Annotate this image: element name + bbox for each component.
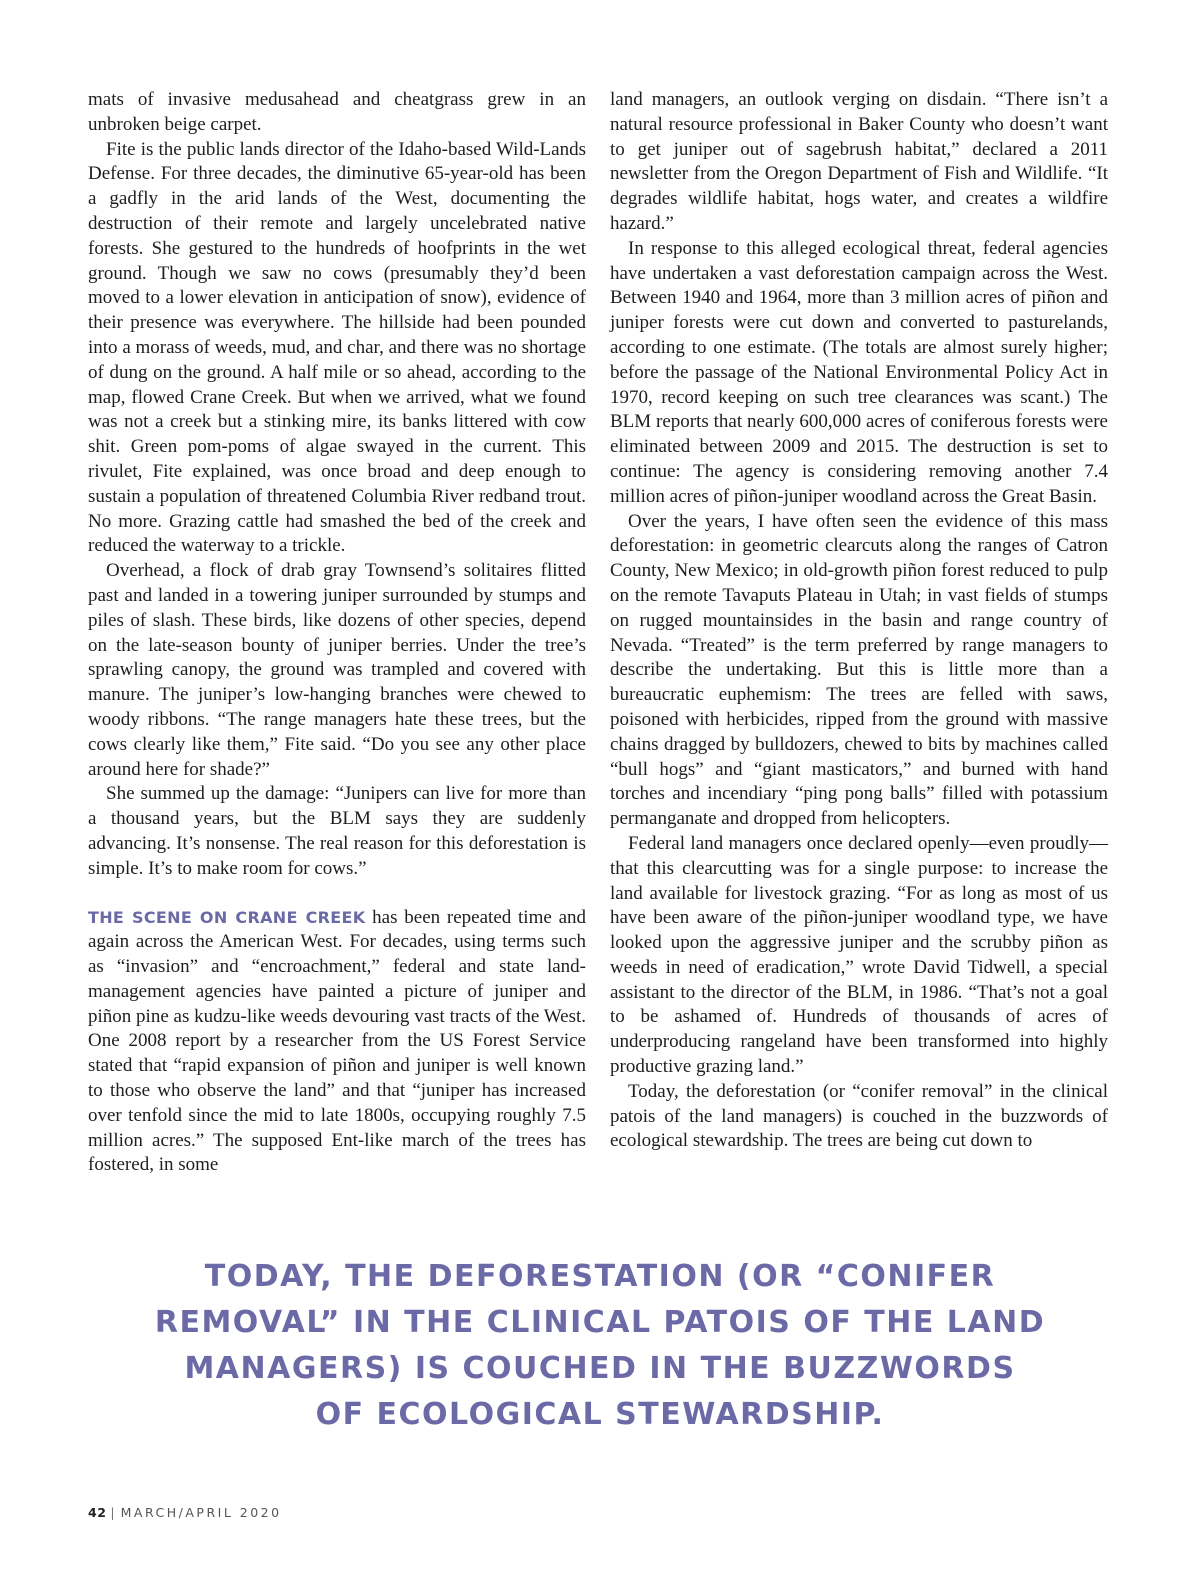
left-column <box>88 88 586 1178</box>
pull-quote-line: TODAY, THE DEFORESTATION (OR “CONIFER <box>204 1259 996 1294</box>
body-paragraph: Federal land managers once declared openly—even proudly—that this clearcutting was for a single purpose: to increase the land available for livestock grazing. “For as long as most of us have been aware of the piñon-juniper woodland type, we have looked upon the aggressive juniper and the scrubby piñon as weeds in need of eradication,” wrote David Tidwell, a special assistant to the director of the BLM, in 1986. “That’s not a goal to be ashamed of. Hundreds of thousands of acres of underproducing rangeland have been transformed into highly productive grazing land.” <box>610 832 1108 1078</box>
body-paragraph: Over the years, I have often seen the evidence of this mass deforestation: in geometric clearcuts along the ranges of Catron County, New Mexico; in old-growth piñon forest reduced to pulp on the remote Tavaputs Plateau in Utah; in vast fields of stumps on rugged mountainsides in the basin and range country of Nevada. “Treated” is the term preferred by range managers to describe the undertaking. But this is little more than a bureaucratic euphemism: The trees are felled with saws, poisoned with herbicides, ripped from the ground with massive chains dragged by bulldozers, chewed to bits by machines called “bull hogs” and “giant masticators,” and burned with hand torches and incendiary “ping pong balls” filled with potassium permanganate and dropped from helicopters. <box>610 510 1108 830</box>
section-body-text: has been repeated time and again across the American West. For decades, using terms such as “invasion” and “encroachment,” federal and state land-management agencies have painted a picture of juniper and piñon pine as kudzu-like weeds devouring vast tracts of the West. One 2008 report by a researcher from the US Forest Service stated that “rapid expansion of piñon and juniper is well known to those who observe the land” and that “juniper has increased over tenfold since the mid to late 1800s, occupying roughly 7.5 million acres.” The supposed Ent-like march of the trees has fostered, in some <box>88 906 587 1176</box>
section-lead-in: THE SCENE ON CRANE CREEK <box>88 907 366 927</box>
body-paragraph: Today, the deforestation (or “conifer removal” in the clinical patois of the land managers) is couched in the buzzwords of ecological stewardship. The trees are being cut down to <box>610 1080 1108 1152</box>
pull-quote-line: OF ECOLOGICAL STEWARDSHIP. <box>315 1397 885 1432</box>
section-paragraph <box>88 906 586 1179</box>
footer-separator: | <box>110 1505 115 1520</box>
body-paragraph: Fite is the public lands director of the Idaho-based Wild-Lands Defense. For three decades, the diminutive 65-year-old has been a gadfly in the arid lands of the West, documenting the destruction of their remote and largely uncelebrated native forests. She gestured to the hundreds of hoofprints in the wet ground. Though we saw no cows (presumably they’d been moved to a lower elevation in anticipation of snow), evidence of their presence was everywhere. The hillside had been pounded into a morass of weeds, mud, and char, and there was no shortage of dung on the ground. A half mile or so ahead, according to the map, flowed Crane Creek. But when we arrived, what we found was not a creek but a stinking mire, its banks littered with cow shit. Green pom-poms of algae swayed in the current. This rivulet, Fite explained, was once broad and deep enough to sustain a population of threatened Columbia River redband trout. No more. Grazing cattle had smashed the bed of the creek and reduced the waterway to a trickle. <box>88 138 586 557</box>
body-paragraph: Overhead, a flock of drab gray Townsend’s solitaires flitted past and landed in a towering juniper surrounded by stumps and piles of slash. These birds, like dozens of other species, depend on the late-season bounty of juniper berries. Under the tree’s sprawling canopy, the ground was trampled and covered with manure. The juniper’s low-hanging branches were chewed to woody ribbons. “The range managers hate these trees, but the cows clearly like them,” Fite said. “Do you see any other place around here for shade?” <box>88 560 586 780</box>
pull-quote <box>130 1254 1070 1438</box>
body-paragraph: She summed up the damage: “Junipers can live for more than a thousand years, but the BLM says they are suddenly advancing. It’s nonsense. The real reason for this deforestation is simple. It’s to make room for cows.” <box>88 783 586 879</box>
right-column <box>610 88 1108 1154</box>
body-paragraph: mats of invasive medusahead and cheatgrass grew in an unbroken beige carpet. <box>88 89 586 135</box>
pull-quote-line: MANAGERS) IS COUCHED IN THE BUZZWORDS <box>184 1351 1016 1386</box>
body-paragraph: In response to this alleged ecological threat, federal agencies have undertaken a vast deforestation campaign across the West. Between 1940 and 1964, more than 3 million acres of piñon and juniper forests were cut down and converted to pasturelands, according to one estimate. (The totals are almost surely higher; before the passage of the National Environmental Policy Act in 1970, record keeping on such tree clearances was scant.) The BLM reports that nearly 600,000 acres of coniferous forests were eliminated between 2009 and 2015. The destruction is set to continue: The agency is considering removing another 7.4 million acres of piñon-juniper woodland across the Great Basin. <box>610 237 1108 507</box>
pull-quote-line: REMOVAL” IN THE CLINICAL PATOIS OF THE LAND <box>154 1305 1046 1340</box>
body-paragraph: land managers, an outlook verging on disdain. “There isn’t a natural resource professional in Baker County who doesn’t want to get juniper out of sagebrush habitat,” declared a 2011 newsletter from the Oregon Department of Fish and Wildlife. “It degrades wildlife habitat, hogs water, and creates a wildfire hazard.” <box>610 89 1108 234</box>
issue-date: MARCH/APRIL 2020 <box>120 1505 282 1520</box>
page-footer <box>88 1505 282 1520</box>
page-number: 42 <box>88 1505 107 1520</box>
